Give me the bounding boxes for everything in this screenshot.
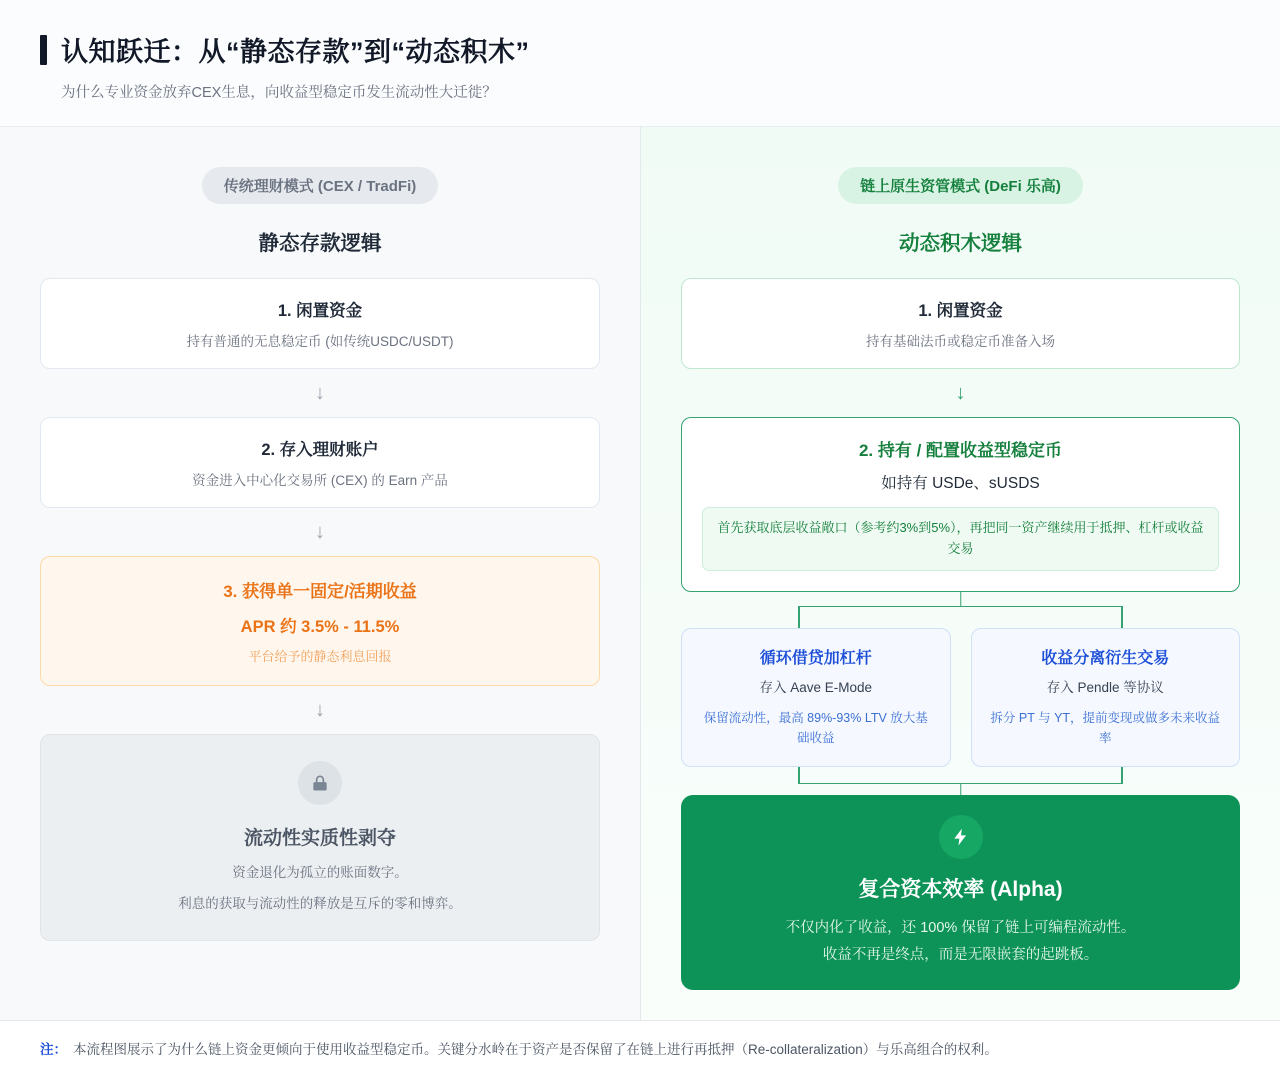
left-terminal-line-2: 利息的获取与流动性的释放是互斥的零和博弈。 (178, 896, 462, 911)
right-step-2-subtitle: 如持有 USDe、sUSDS (881, 475, 1040, 492)
right-step-2-note: 首先获取底层收益敞口（参考约3%到5%），再把同一资产继续用于抵押、杠杆或收益交易 (702, 507, 1219, 571)
lock-icon (298, 761, 342, 805)
comparison-columns (0, 127, 1280, 1020)
left-step-2-subtitle: 资金进入中心化交易所 (CEX) 的 Earn 产品 (192, 473, 448, 488)
left-step-1-title: 1. 闲置资金 (277, 302, 363, 320)
left-column-heading: 静态存款逻辑 (258, 232, 382, 255)
left-terminal-card (40, 734, 600, 941)
right-flow (681, 278, 1240, 990)
connector-left-drop (798, 606, 800, 628)
left-mode-badge: 传统理财模式 (CEX / TradFi) (202, 167, 439, 204)
merge-center-stem (960, 783, 962, 795)
merge-right-stem (1121, 767, 1123, 783)
merge-connector (681, 767, 1240, 795)
branch-leverage-title: 循环借贷加杠杆 (759, 649, 872, 667)
page-title-row (40, 30, 1240, 69)
branch-leverage-detail: 保留流动性，最高 89%-93% LTV 放大基础收益 (703, 710, 928, 745)
left-flow (40, 278, 600, 941)
alpha-line-2: 收益不再是终点，而是无限嵌套的起跳板。 (822, 946, 1099, 963)
footer-note-label: 注： (40, 1041, 67, 1057)
left-terminal-title: 流动性实质性剥夺 (243, 828, 396, 849)
right-step-1-title: 1. 闲置资金 (918, 302, 1003, 320)
branch-yield-card (971, 628, 1241, 767)
branch-leverage-subtitle: 存入 Aave E-Mode (759, 679, 873, 695)
left-arrow-1-icon: ↓ (315, 382, 325, 404)
merge-left-stem (798, 767, 800, 783)
page-subtitle: 为什么专业资金放弃CEX生息，向收益型稳定币发生流动性大迁徙？ (61, 85, 497, 101)
footer-note-text: 本流程图展示了为什么链上资金更倾向于使用收益型稳定币。关键分水岭在于资产是否保留了在链上进行再抵押（Re-collateralization）与乐高组合的权利。 (73, 1041, 998, 1057)
branch-connector (681, 592, 1240, 628)
left-step-1-card (40, 278, 600, 369)
right-step-1-card (681, 278, 1240, 369)
left-step-3-apr: APR 约 3.5% - 11.5% (240, 618, 400, 636)
left-step-3-card (40, 556, 600, 686)
left-step-2-title: 2. 存入理财账户 (261, 441, 379, 459)
left-arrow-2-icon: ↓ (315, 521, 325, 543)
column-defi (641, 127, 1280, 1020)
branch-yield-subtitle: 存入 Pendle 等协议 (1046, 679, 1164, 695)
branch-yield-title: 收益分离衍生交易 (1041, 649, 1170, 667)
left-step-1-subtitle: 持有普通的无息稳定币 (如传统USDC/USDT) (186, 334, 454, 349)
alpha-result-card (681, 795, 1240, 990)
right-step-2-card (681, 417, 1240, 592)
connector-stem (960, 592, 962, 606)
connector-horizontal (798, 606, 1122, 608)
footer-note (0, 1020, 1280, 1075)
left-terminal-line-1: 资金退化为孤立的账面数字。 (232, 865, 408, 880)
right-mode-badge: 链上原生资管模式 (DeFi 乐高) (838, 167, 1083, 204)
right-step-1-subtitle: 持有基础法币或稳定币准备入场 (866, 334, 1055, 349)
left-step-3-note: 平台给予的静态利息回报 (248, 649, 392, 664)
alpha-line-1: 不仅内化了收益，还 100% 保留了链上可编程流动性。 (785, 919, 1136, 936)
column-traditional (0, 127, 641, 1020)
bolt-icon (939, 815, 983, 859)
left-step-2-card (40, 417, 600, 508)
branch-yield-detail: 拆分 PT 与 YT，提前变现或做多未来收益率 (990, 710, 1221, 745)
alpha-title: 复合资本效率 (Alpha) (858, 877, 1063, 901)
title-accent-bar (40, 35, 47, 65)
left-step-3-title: 3. 获得单一固定/活期收益 (223, 582, 417, 601)
branch-leverage-card (681, 628, 951, 767)
right-column-heading: 动态积木逻辑 (899, 232, 1022, 255)
branch-row (681, 628, 1240, 767)
header (0, 0, 1280, 127)
right-step-2-title: 2. 持有 / 配置收益型稳定币 (858, 441, 1063, 460)
connector-right-drop (1121, 606, 1123, 628)
left-arrow-3-icon: ↓ (315, 699, 325, 721)
right-arrow-1-icon: ↓ (955, 382, 966, 404)
page-title: 认知跃迁：从“静态存款”到“动态积木” (61, 37, 530, 67)
